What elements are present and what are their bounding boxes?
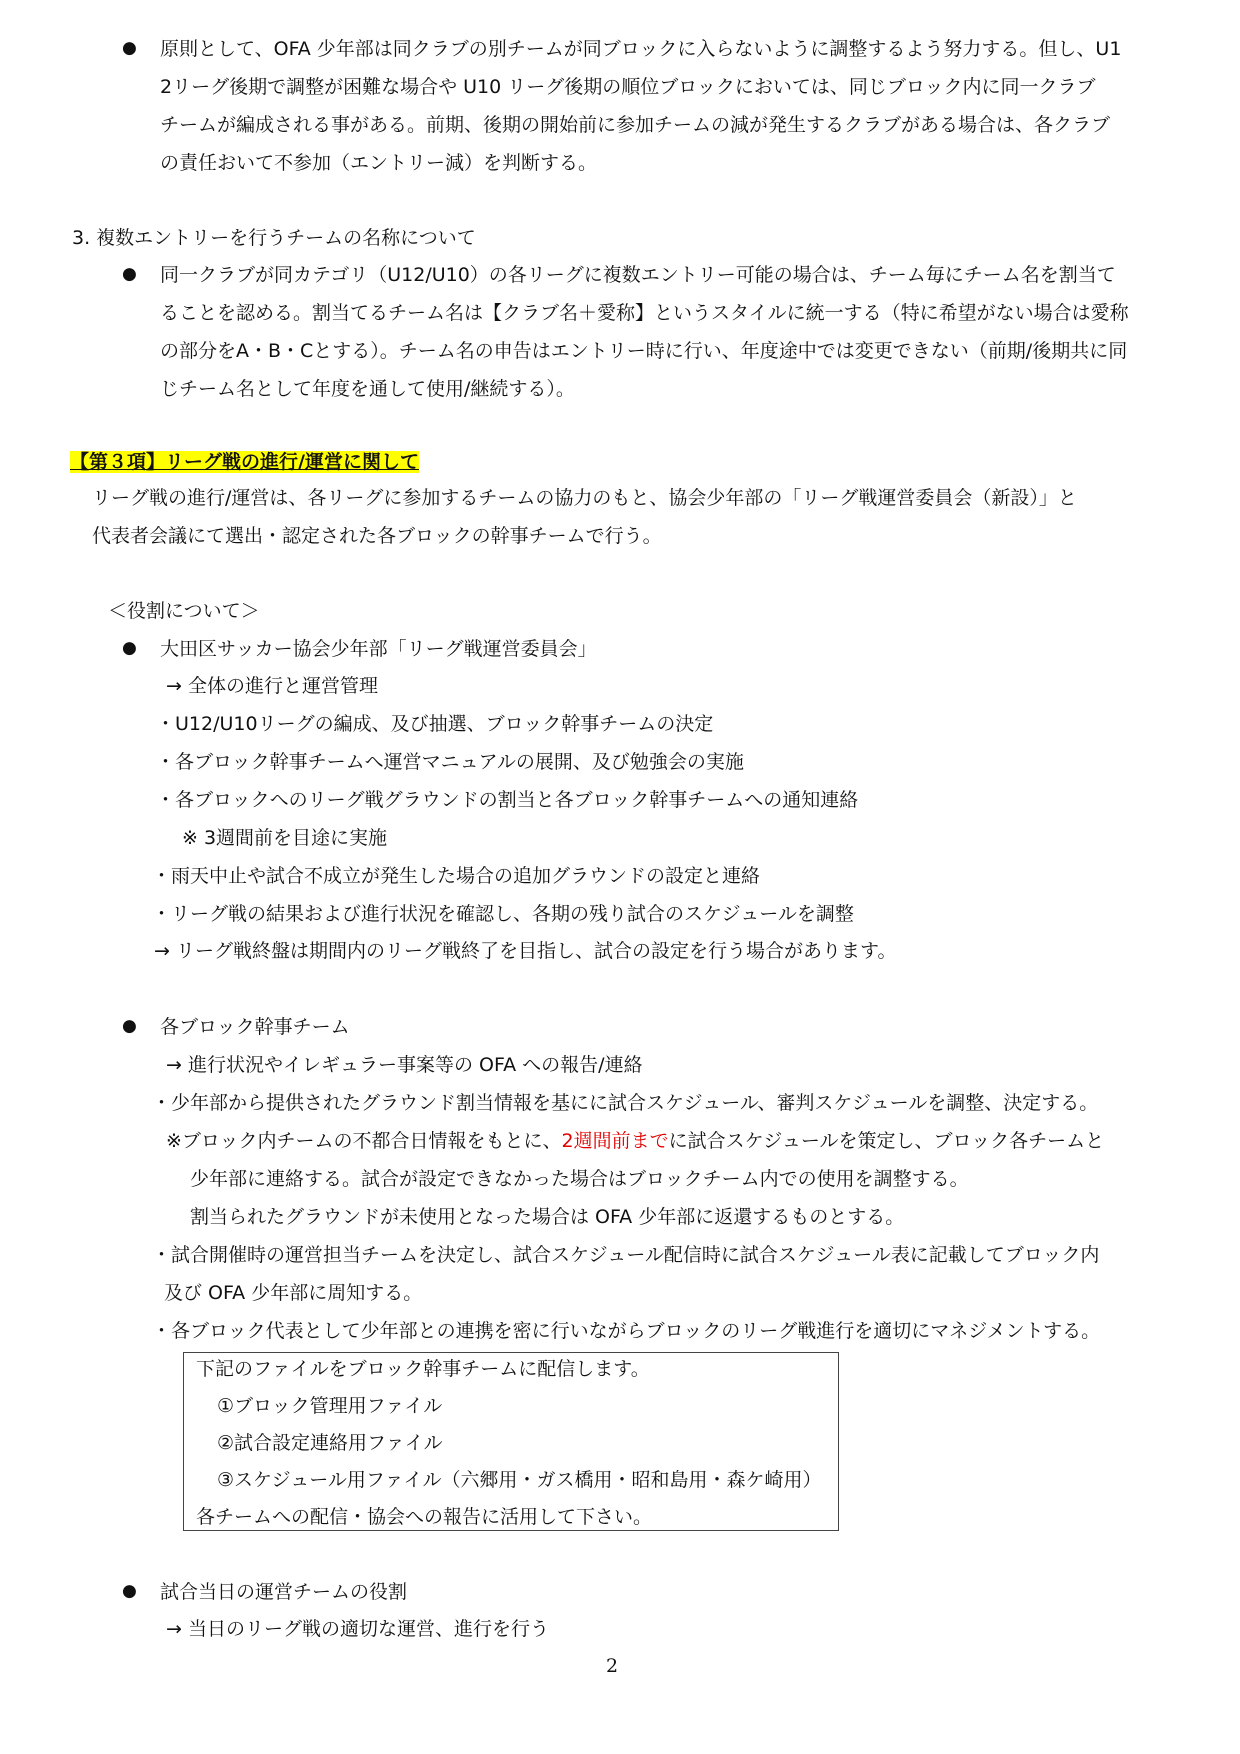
- role-note: ※ 3週間前を目途に実施: [182, 827, 388, 849]
- role-line: ・各ブロック代表として少年部との連携を密に行いながらブロックのリーグ戦進行を適切にマネジメントする。: [152, 1320, 1101, 1342]
- section-heading: 3. 複数エントリーを行うチームの名称について: [72, 227, 476, 249]
- paragraph-line: 2リーグ後期で調整が困難な場合や U10 リーグ後期の順位ブロックにおいては、同じブロック内に同一クラブ: [160, 76, 1096, 98]
- role-line: ・U12/U10リーグの編成、及び抽選、ブロック幹事チームの決定: [156, 713, 714, 735]
- role-line: ・リーグ戦の結果および進行状況を確認し、各期の残り試合のスケジュールを調整: [152, 903, 854, 925]
- role-line: 少年部に連絡する。試合が設定できなかった場合はブロックチーム内での使用を調整する。: [190, 1168, 969, 1190]
- role-line: → 全体の進行と運営管理: [166, 675, 378, 697]
- bullet-dot: ●: [122, 638, 137, 658]
- paragraph-line: 原則として、OFA 少年部は同クラブの別チームが同ブロックに入らないように調整するよう努力する。但し、U1: [160, 38, 1122, 60]
- role-note: [166, 1130, 1104, 1153]
- box-line: ②試合設定連絡用ファイル: [217, 1432, 443, 1454]
- role-line: ・各ブロックへのリーグ戦グラウンドの割当と各ブロック幹事チームへの通知連絡: [156, 789, 859, 811]
- intro-line: 代表者会議にて選出・認定された各ブロックの幹事チームで行う。: [92, 525, 662, 547]
- article-heading: 【第３項】リーグ戦の進行/運営に関して: [70, 451, 419, 473]
- paragraph-line: 同一クラブが同カテゴリ（U12/U10）の各リーグに複数エントリー可能の場合は、チーム毎にチーム名を割当て: [160, 264, 1116, 286]
- files-box: [183, 1352, 839, 1531]
- role-line: ・各ブロック幹事チームへ運営マニュアルの展開、及び勉強会の実施: [156, 751, 744, 773]
- paragraph-line: の責任おいて不参加（エントリー減）を判断する。: [160, 152, 598, 174]
- role-title: 各ブロック幹事チーム: [160, 1016, 350, 1038]
- paragraph-line: ることを認める。割当てるチーム名は【クラブ名＋愛称】というスタイルに統一する（特に希望がない場合は愛称: [160, 302, 1129, 324]
- role-line: ・少年部から提供されたグラウンド割当情報を基にに試合スケジュール、審判スケジュールを調整、決定する。: [152, 1092, 1099, 1114]
- role-line: 及び OFA 少年部に周知する。: [164, 1282, 423, 1304]
- paragraph-line: じチーム名として年度を通して使用/継続する）。: [160, 378, 575, 400]
- roles-title: ＜役割について＞: [108, 600, 260, 622]
- deadline-highlight: 2週間前まで: [561, 1130, 669, 1152]
- note-text: に試合スケジュールを策定し、ブロック各チームと: [668, 1130, 1105, 1152]
- note-text: ※ブロック内チームの不都合日情報をもとに、: [166, 1130, 562, 1152]
- role-line: ・試合開催時の運営担当チームを決定し、試合スケジュール配信時に試合スケジュール表に記載してブロック内: [152, 1244, 1100, 1266]
- role-line: → 当日のリーグ戦の適切な運営、進行を行う: [166, 1618, 549, 1640]
- box-line: 各チームへの配信・協会への報告に活用して下さい。: [196, 1506, 653, 1528]
- role-title: 大田区サッカー協会少年部「リーグ戦運営委員会」: [160, 638, 597, 660]
- box-line: ③スケジュール用ファイル（六郷用・ガス橋用・昭和島用・森ケ崎用）: [217, 1469, 822, 1491]
- role-line: 割当られたグラウンドが未使用となった場合は OFA 少年部に返還するものとする。: [190, 1206, 905, 1228]
- page-number: 2: [606, 1655, 619, 1677]
- box-line: ①ブロック管理用ファイル: [217, 1395, 443, 1417]
- role-title: 試合当日の運営チームの役割: [160, 1581, 408, 1603]
- bullet-dot: ●: [122, 264, 137, 284]
- bullet-dot: ●: [122, 1581, 137, 1601]
- bullet-dot: ●: [122, 1016, 137, 1036]
- role-line: → リーグ戦終盤は期間内のリーグ戦終了を目指し、試合の設定を行う場合があります。: [154, 940, 897, 962]
- role-line: → 進行状況やイレギュラー事案等の OFA への報告/連絡: [166, 1054, 643, 1076]
- role-line: ・雨天中止や試合不成立が発生した場合の追加グラウンドの設定と連絡: [152, 865, 761, 887]
- paragraph-line: の部分をA・B・Cとする）。チーム名の申告はエントリー時に行い、年度途中では変更できない（前期/後期共に同: [160, 340, 1128, 362]
- box-line: 下記のファイルをブロック幹事チームに配信します。: [196, 1358, 650, 1380]
- paragraph-line: チームが編成される事がある。前期、後期の開始前に参加チームの減が発生するクラブがある場合は、各クラブ: [160, 114, 1111, 136]
- bullet-dot: ●: [122, 38, 137, 58]
- intro-line: リーグ戦の進行/運営は、各リーグに参加するチームの協力のもと、協会少年部の「リーグ戦運営委員会（新設）」と: [92, 487, 1077, 509]
